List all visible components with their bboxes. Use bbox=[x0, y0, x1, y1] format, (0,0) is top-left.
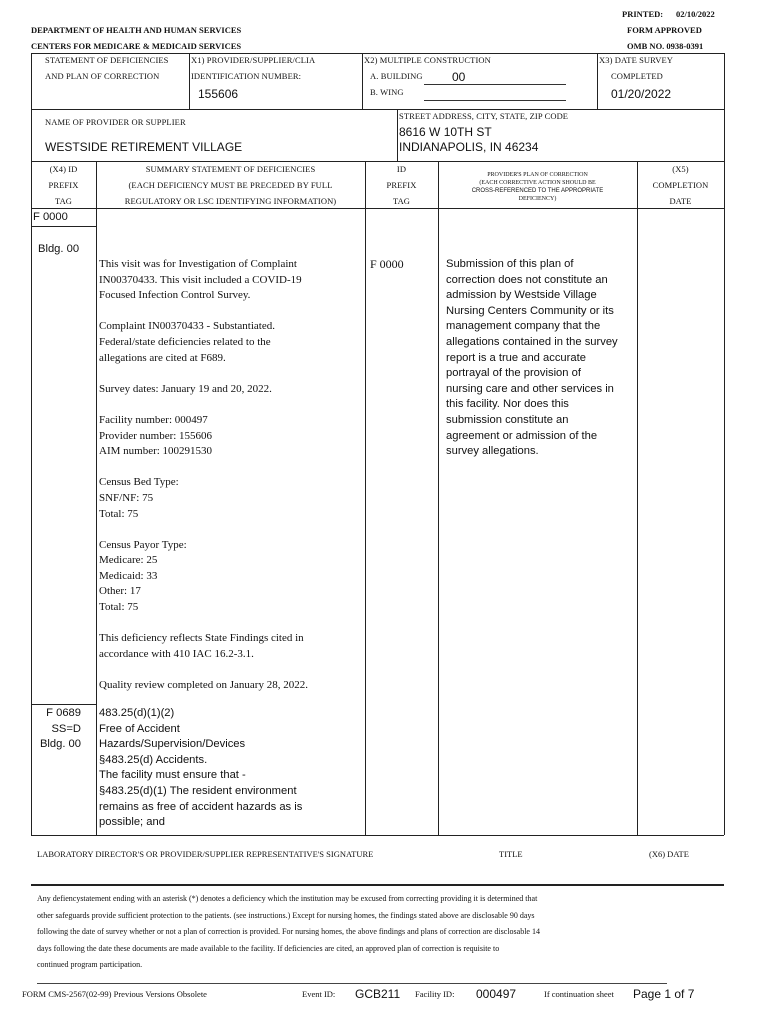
bldg-00: Bldg. 00 bbox=[38, 243, 80, 255]
footnote-line-3: following the date of survey whether or not a plan of correction is provided. For nursing homes, the above findings and plans of correction are disclosable 14 bbox=[37, 927, 540, 936]
plan-of-correction-label: AND PLAN OF CORRECTION bbox=[45, 71, 160, 81]
footer-rule bbox=[37, 983, 667, 984]
tag-f0000: F 0000 bbox=[33, 211, 68, 223]
building-label: A. BUILDING bbox=[370, 71, 423, 81]
tag-f0689: F 0689 SS=D Bldg. 00 bbox=[39, 707, 81, 751]
event-id-label: Event ID: bbox=[302, 989, 336, 999]
form-approved: FORM APPROVED bbox=[627, 25, 702, 35]
provider-name-value: WESTSIDE RETIREMENT VILLAGE bbox=[45, 140, 243, 154]
building-value: 00 bbox=[452, 70, 466, 84]
footnote-line-5: continued program participation. bbox=[37, 960, 143, 969]
columns-top-rule bbox=[31, 161, 724, 162]
id-label: ID bbox=[396, 164, 407, 174]
box1-divider-3 bbox=[597, 53, 598, 109]
multiple-construction-label: X2) MULTIPLE CONSTRUCTION bbox=[364, 55, 491, 65]
printed-label: PRINTED: bbox=[622, 9, 664, 19]
id-tag-label: TAG bbox=[392, 196, 411, 206]
plan-heading: PROVIDER'S PLAN OF CORRECTION bbox=[487, 172, 588, 178]
box1-divider-1 bbox=[189, 53, 190, 109]
date-label: DATE bbox=[669, 196, 692, 206]
x4-prefix-label: PREFIX bbox=[48, 180, 79, 190]
completed-label: COMPLETED bbox=[611, 71, 663, 81]
columns-bottom-rule bbox=[31, 208, 724, 209]
provider-id-value: 155606 bbox=[198, 87, 239, 101]
statement-label: STATEMENT OF DEFICIENCIES bbox=[45, 55, 169, 65]
x5-label: (X5) bbox=[672, 164, 689, 174]
date-survey-label: X3) DATE SURVEY bbox=[599, 55, 674, 65]
plan-subheading-3: DEFICIENCY) bbox=[518, 196, 557, 202]
address-line-2: INDIANAPOLIS, IN 46234 bbox=[399, 140, 539, 154]
table-right-rule bbox=[724, 161, 725, 835]
plan-subheading-1: (EACH CORRECTIVE ACTION SHOULD BE bbox=[479, 180, 596, 186]
printed-date: 02/10/2022 bbox=[676, 9, 715, 19]
plan-of-correction-text: Submission of this plan of correction does not constitute an admission by Westside Village Nursing Centers Community or its management company that the allegations contained in the survey report is a true and accurate portrayal of the provision of nursing care and other services in this facility. Nor does this submission constitute an agreement or admission of the survey allegations. bbox=[446, 258, 618, 458]
tag-row-rule bbox=[31, 226, 96, 227]
footnote-line-4: days following the date these documents are made available to the facility. If deficiencies are cited, an approved plan of correction is requisite to bbox=[37, 943, 500, 953]
provider-id-label: X1) PROVIDER/SUPPLIER/CLIA bbox=[191, 55, 316, 65]
box1-left-rule bbox=[31, 53, 32, 109]
event-id-value: GCB211 bbox=[355, 987, 401, 1001]
box2-right-rule bbox=[724, 109, 725, 161]
identification-number-label: IDENTIFICATION NUMBER: bbox=[191, 71, 302, 81]
page-number: Page 1 of 7 bbox=[633, 987, 695, 1001]
table-left-rule bbox=[31, 161, 32, 835]
box1-right-rule bbox=[724, 53, 725, 109]
centers-heading: CENTERS FOR MEDICARE & MEDICAID SERVICES bbox=[31, 41, 242, 51]
box2-top-rule bbox=[31, 109, 724, 110]
disclosure-footnote bbox=[37, 891, 717, 974]
provider-name-label: NAME OF PROVIDER OR SUPPLIER bbox=[45, 117, 186, 127]
facility-id-label: Facility ID: bbox=[415, 989, 455, 999]
col-rule-1 bbox=[96, 161, 97, 835]
box2-divider bbox=[397, 109, 398, 161]
completion-label: COMPLETION bbox=[652, 180, 709, 190]
x6-date-label: (X6) DATE bbox=[649, 849, 689, 859]
omb-number: OMB NO. 0938-0391 bbox=[627, 41, 704, 51]
box1-divider-2 bbox=[362, 53, 363, 109]
wing-label: B. WING bbox=[370, 87, 404, 97]
f0689-summary: 483.25(d)(1)(2) Free of Accident Hazards/Supervision/Devices §483.25(d) Accidents. The facility must ensure that - §483.25(d)(1) The resident environment remains as free of accident hazards as is possible; and bbox=[99, 707, 303, 829]
col-rule-2 bbox=[365, 161, 366, 835]
col-rule-4 bbox=[637, 161, 638, 835]
title-label: TITLE bbox=[499, 849, 523, 859]
address-line-1: 8616 W 10TH ST bbox=[399, 125, 492, 139]
box-top-rule bbox=[31, 53, 724, 54]
summary-heading: SUMMARY STATEMENT OF DEFICIENCIES bbox=[145, 164, 316, 174]
summary-subheading-2: REGULATORY OR LSC IDENTIFYING INFORMATION) bbox=[124, 196, 337, 206]
summary-subheading-1: (EACH DEFICIENCY MUST BE PRECEDED BY FULL bbox=[128, 180, 333, 190]
footnote-line-1: Any defiencystatement ending with an asterisk (*) denotes a deficiency which the institution may be excused from correcting providing it is determined that bbox=[37, 894, 538, 903]
f0689-row-rule bbox=[31, 704, 96, 705]
signature-label: LABORATORY DIRECTOR'S OR PROVIDER/SUPPLIER REPRESENTATIVE'S SIGNATURE bbox=[37, 849, 374, 859]
facility-id-value: 000497 bbox=[476, 987, 517, 1001]
signature-bottom-rule bbox=[31, 884, 724, 886]
col-rule-3 bbox=[438, 161, 439, 835]
box2-left-rule bbox=[31, 109, 32, 161]
summary-statement: This visit was for Investigation of Complaint IN00370433. This visit included a COVID-19 Focused Infection Control Survey. Complaint IN00370433 - Substantiated. Federal/state deficiencies related to the allegations are cited at F689. Survey dates: January 19 and 20, 2022. Facility number: 000497 Provider number: 155606 AIM number: 100291530 Census Bed Type: SNF/NF: 75 Total: 75 Census Payor Type: Medicare: 25 Medicaid: 33 Other: 17 Total: 75 This deficiency reflects State Findings cited in accordance with 410 IAC 16.2-3.1. Quality review completed on January 28, 2022. bbox=[99, 258, 308, 692]
building-underline bbox=[424, 84, 566, 85]
x4-id-label: (X4) ID bbox=[49, 164, 78, 174]
form-number: FORM CMS-2567(02-99) Previous Versions Obsolete bbox=[22, 989, 207, 999]
id-prefix-tag: F 0000 bbox=[370, 257, 404, 271]
address-label: STREET ADDRESS, CITY, STATE, ZIP CODE bbox=[399, 111, 569, 121]
wing-underline bbox=[424, 100, 566, 101]
x4-tag-label: TAG bbox=[54, 196, 73, 206]
table-bottom-rule bbox=[31, 835, 724, 836]
department-heading: DEPARTMENT OF HEALTH AND HUMAN SERVICES bbox=[31, 25, 242, 35]
continuation-label: If continuation sheet bbox=[544, 989, 614, 999]
plan-subheading-2: CROSS-REFERENCED TO THE APPROPRIATE bbox=[471, 188, 604, 194]
id-prefix-label: PREFIX bbox=[386, 180, 417, 190]
date-survey-value: 01/20/2022 bbox=[611, 87, 672, 101]
footnote-line-2: other safeguards provide sufficient protection to the patients. (see instructions.) Except for nursing homes, the findings stated above are disclosable 90 days bbox=[37, 910, 535, 920]
